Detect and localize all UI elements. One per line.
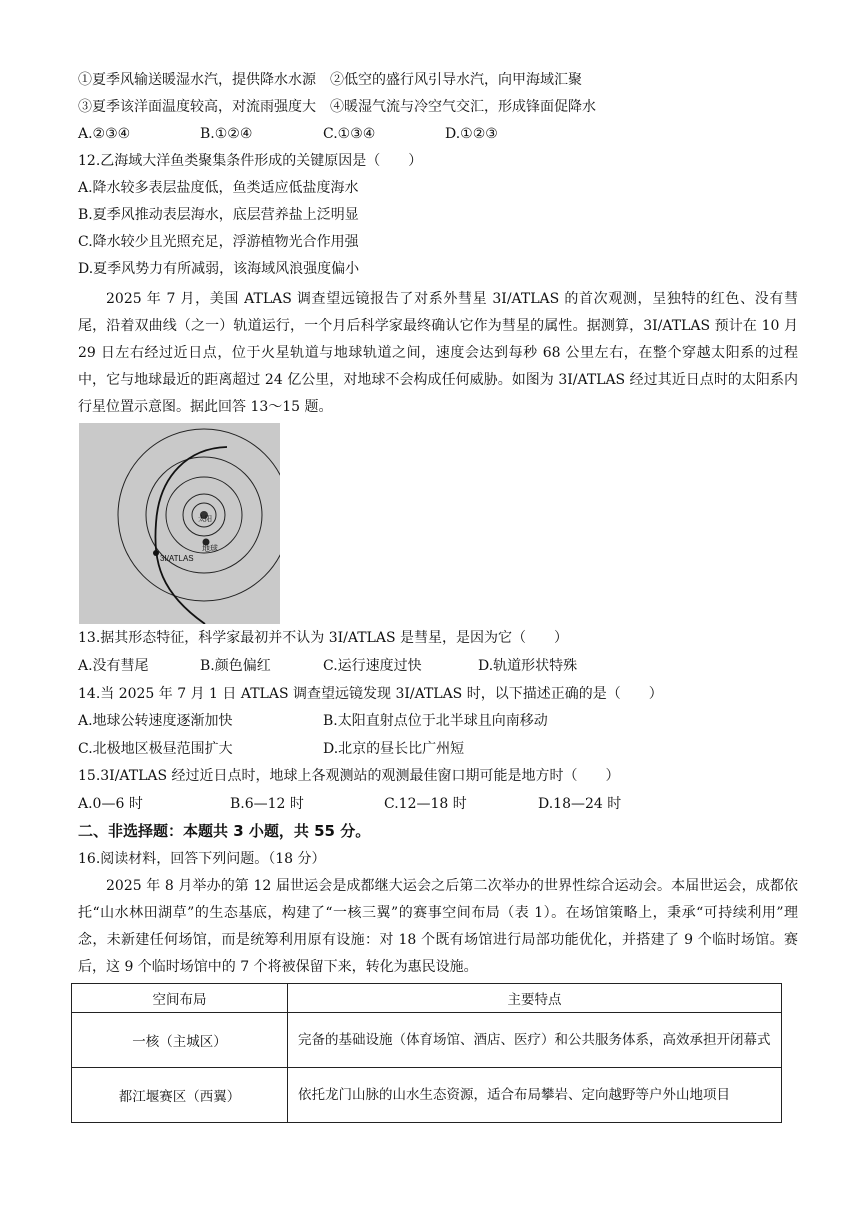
table-cell-area: 都江堰赛区（西翼） [72,1068,288,1123]
comet-trajectory [155,447,227,624]
q15-option-b: B.6—12 时 [230,796,304,812]
comet-label: 3I/ATLAS [160,554,194,563]
q12-option-a: A.降水较多表层盐度低，鱼类适应低盐度海水 [78,180,359,196]
outer-orbit [118,429,280,601]
q13-option-b: B.颜色偏红 [200,658,271,674]
table-row [72,1013,782,1068]
table-cell-area: 一核（主城区） [72,1013,288,1068]
section-heading: 二、非选择题：本题共 3 小题，共 55 分。 [78,822,371,840]
q14-stem: 14.当 2025 年 7 月 1 日 ATLAS 调查望远镜发现 3I/ATLAS 时，以下描述正确的是（ ） [78,686,663,702]
comet-passage: 2025 年 7 月，美国 ATLAS 调查望远镜报告了对系外彗星 3I/ATLAS 的首次观测，呈独特的红色、没有彗尾，沿着双曲线（之一）轨道运行，一个月后科学家最终确认它作为彗星的属性。据测算，3I/ATLAS 预计在 10 月 29 日左右经过近日点，位于火星轨道与地球轨道之间，速度会达到每秒 68 公里左右，在整个穿越太阳系的过程中，它与地球最近的距离超过 24 亿公里，对地球不会构成任何威胁。如图为 3I/ATLAS 经过其近日点时的太阳系内行星位置示意图。据此回答 13～15 题。 [78,291,798,415]
q15-stem: 15.3I/ATLAS 经过近日点时，地球上各观测站的观测最佳窗口期可能是地方时（ ） [78,768,620,784]
q14-option-c: C.北极地区极昼范围扩大 [78,741,233,757]
q15-option-c: C.12—18 时 [384,796,467,812]
q11-statement-line-2: ③夏季该洋面温度较高，对流雨强度大 ④暖湿气流与冷空气交汇，形成锋面促降水 [78,99,596,115]
q13-option-c: C.运行速度过快 [323,658,422,674]
orbit-diagram [79,423,280,624]
q12-option-b: B.夏季风推动表层海水，底层营养盐上泛明显 [78,207,359,223]
q11-option-d: D.①②③ [445,126,498,142]
solar-system-figure [79,423,280,624]
table-row [72,1068,782,1123]
sun-label: 太阳 [198,516,212,523]
header-spatial-layout: 空间布局 [72,984,288,1013]
q14-option-d: D.北京的昼长比广州短 [323,741,465,757]
header-main-features: 主要特点 [288,984,782,1013]
earth-label: 地球 [202,544,218,553]
q11-statement-line-1: ①夏季风输送暖湿水汽，提供降水水源 ②低空的盛行风引导水汽，向甲海域汇聚 [78,72,582,88]
q12-option-c: C.降水较少且光照充足，浮游植物光合作用强 [78,234,359,250]
q14-option-a: A.地球公转速度逐渐加快 [78,713,233,729]
q13-stem: 13.据其形态特征，科学家最初并不认为 3I/ATLAS 是彗星，是因为它（ ） [78,630,568,646]
q11-option-c: C.①③④ [323,126,376,142]
q13-option-a: A.没有彗尾 [78,658,149,674]
table-cell-feature: 完备的基础设施（体育场馆、酒店、医疗）和公共服务体系，高效承担开闭幕式 [288,1013,782,1068]
comet-marker [153,550,159,556]
q12-option-d: D.夏季风势力有所减弱，该海域风浪强度偏小 [78,261,360,277]
table-cell-feature: 依托龙门山脉的山水生态资源，适合布局攀岩、定向越野等户外山地项目 [288,1068,782,1123]
q11-option-b: B.①②④ [200,126,253,142]
q16-passage: 2025 年 8 月举办的第 12 届世运会是成都继大运会之后第二次举办的世界性综合运动会。本届世运会，成都依托“山水林田湖草”的生态基底，构建了“一核三翼”的赛事空间布局（表 1）。在场馆策略上，秉承“可持续利用”理念，未新建任何场馆，而是统筹利用原有设施：对 18 个既有场馆进行局部功能优化，并搭建了 9 个临时场馆。赛后，这 9 个临时场馆中的 7 个将被保留下来，转化为惠民设施。 [78,878,798,975]
q16-stem: 16.阅读材料，回答下列问题。（18 分） [78,851,326,867]
q15-option-a: A.0—6 时 [78,796,143,812]
q11-option-a: A.②③④ [78,126,131,142]
q14-option-b: B.太阳直射点位于北半球且向南移动 [323,713,548,729]
venue-layout-table [71,983,782,1123]
q12-stem: 12.乙海域大洋鱼类聚集条件形成的关键原因是（ ） [78,153,423,169]
q13-option-d: D.轨道形状特殊 [478,658,578,674]
q15-option-d: D.18—24 时 [538,796,622,812]
table-header-row [72,984,782,1013]
